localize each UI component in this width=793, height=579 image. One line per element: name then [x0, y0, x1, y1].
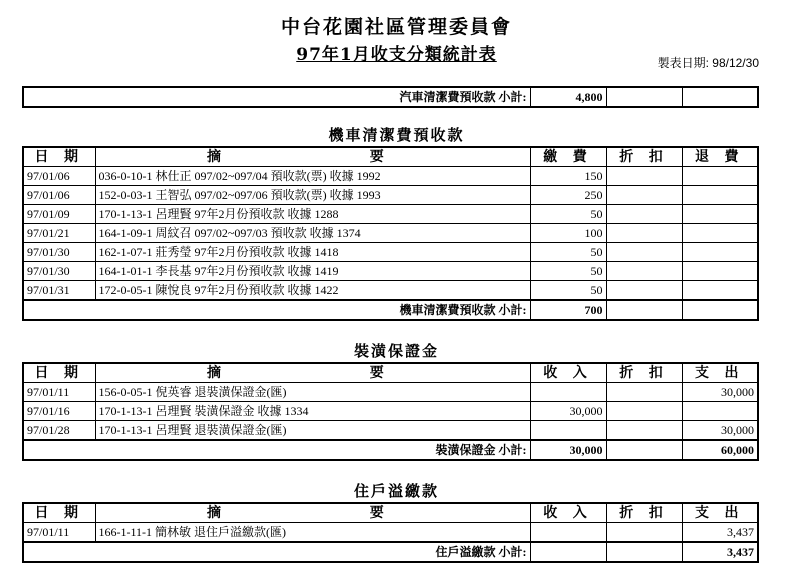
col-date: 日 期	[23, 147, 95, 167]
table-row: 97/01/16 170-1-13-1 呂理賢 裝潢保證金 收據 1334 30,000	[23, 402, 758, 421]
header-row: 日 期 摘 要 收 入 折 扣 支 出	[23, 363, 758, 383]
table-row: 97/01/30 162-1-07-1 莊秀瑩 97年2月份預收款 收據 1418 50	[23, 243, 758, 262]
table-row: 97/01/09 170-1-13-1 呂理賢 97年2月份預收款 收據 1288 50	[23, 205, 758, 224]
report-subtitle: 97年1月收支分類統計表	[296, 45, 497, 65]
section-title: 裝潢保證金	[353, 342, 439, 360]
col-amount2: 折 扣	[606, 147, 682, 167]
subtotal-label: 機車清潔費預收款 小計:	[23, 300, 530, 320]
report-title: 中台花園社區管理委員會	[280, 16, 512, 38]
header-row: 日 期 摘 要 收 入 折 扣 支 出	[23, 503, 758, 523]
made-date: 製表日期: 98/12/30	[657, 56, 759, 70]
section-title: 機車清潔費預收款	[328, 126, 465, 144]
table-row: 97/01/11 156-0-05-1 倪英睿 退裝潢保證金(匯) 30,000	[23, 383, 758, 402]
subtotal-row: 住戶溢繳款 小計: 3,437	[23, 542, 758, 562]
section-table-overpayment	[22, 502, 759, 563]
col-amount3: 退 費	[682, 147, 758, 167]
subtotal-row: 機車清潔費預收款 小計: 700	[23, 300, 758, 320]
table-row: 97/01/28 170-1-13-1 呂理賢 退裝潢保證金(匯) 30,000	[23, 421, 758, 441]
table-row: 97/01/06 152-0-03-1 王智弘 097/02~097/06 預收款(票) 收據 1993 250	[23, 186, 758, 205]
subtotal-row	[23, 87, 758, 107]
subtotal-amount: 4,800	[530, 87, 606, 107]
table-row: 97/01/31 172-0-05-1 陳悅良 97年2月份預收款 收據 1422 50	[23, 281, 758, 301]
subtotal-label: 汽車清潔費預收款 小計:	[23, 87, 530, 107]
car-summary-table	[22, 86, 759, 108]
col-desc-a: 摘	[95, 147, 230, 167]
col-desc-b: 要	[230, 147, 530, 167]
table-row: 97/01/21 164-1-09-1 周紋召 097/02~097/03 預收款 收據 1374 100	[23, 224, 758, 243]
section-table-deposit	[22, 362, 759, 461]
subtotal-row: 裝潢保證金 小計: 30,000 60,000	[23, 440, 758, 460]
col-amount1: 繳 費	[530, 147, 606, 167]
table-row: 97/01/11 166-1-11-1 簡林敏 退住戶溢繳款(匯) 3,437	[23, 523, 758, 543]
section-table-scooter	[22, 146, 759, 321]
section-title: 住戶溢繳款	[353, 482, 439, 500]
table-row: 97/01/30 164-1-01-1 李長基 97年2月份預收款 收據 1419 50	[23, 262, 758, 281]
header-row	[23, 147, 758, 167]
table-row: 97/01/06 036-0-10-1 林仕正 097/02~097/04 預收款(票) 收據 1992 150	[23, 167, 758, 186]
